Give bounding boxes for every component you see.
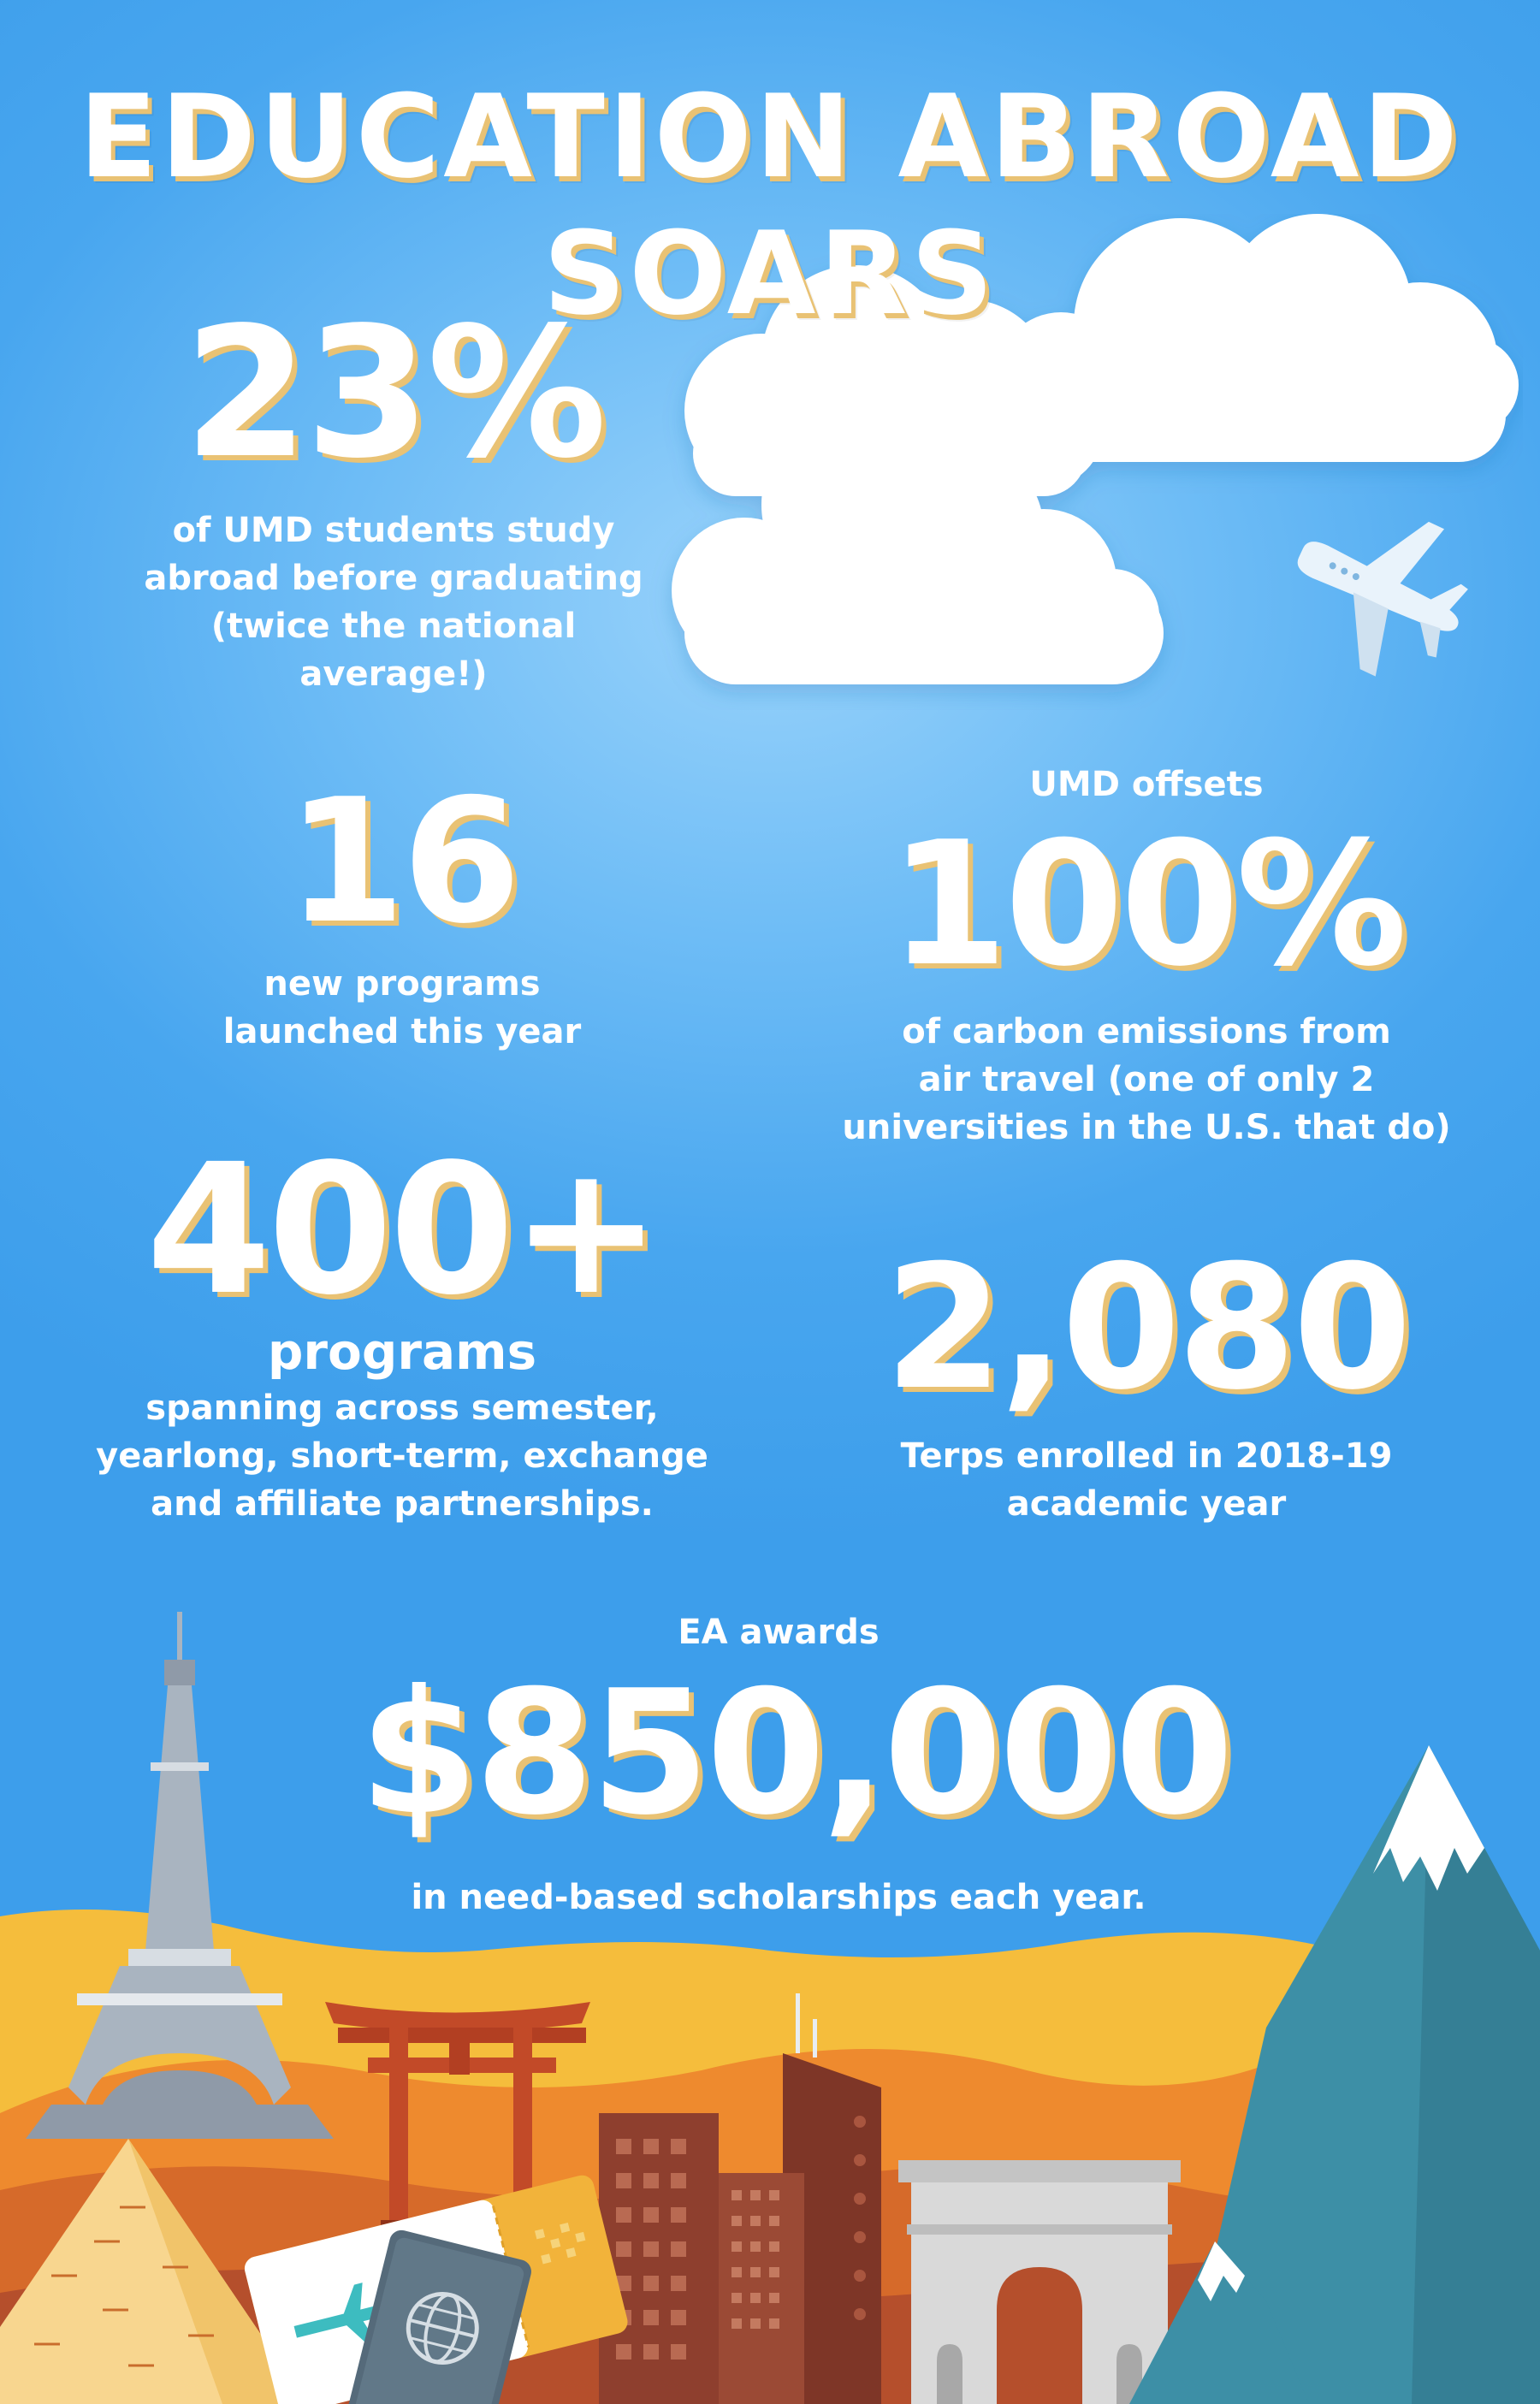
- stat-programs-sub: programs: [267, 1323, 537, 1381]
- stat-new-programs-caption: new programs launched this year: [222, 964, 582, 1051]
- stat-scholarships-label: EA awards: [678, 1613, 880, 1652]
- landmarks-illustration: [0, 1591, 1540, 2404]
- stat-carbon-label: UMD offsets: [1029, 765, 1264, 804]
- airplane-icon: [1275, 496, 1472, 684]
- stat-carbon-caption: of carbon emissions from air travel (one of only 2 universities in the U.S. that do): [842, 1012, 1451, 1147]
- stat-new-programs-value: 16: [286, 762, 518, 962]
- stat-carbon-value: 100%: [889, 805, 1404, 1004]
- stat-programs-value: 400+: [145, 1125, 659, 1335]
- stat-study-abroad-caption: of UMD students study abroad before graduating (twice the national average!): [144, 511, 643, 694]
- stat-programs-caption: spanning across semester, yearlong, short-term, exchange and affiliate partnerships.: [96, 1389, 708, 1524]
- stat-terps-value: 2,080: [884, 1229, 1409, 1428]
- page-title: EDUCATION ABROAD SOARS: [79, 70, 1461, 340]
- stat-scholarships-value: $850,000: [359, 1654, 1231, 1853]
- stat-study-abroad-value: 23%: [183, 288, 604, 498]
- stat-terps-caption: Terps enrolled in 2018-19 academic year: [900, 1436, 1393, 1524]
- arc-de-triomphe-icon: [898, 2160, 1181, 2404]
- stat-scholarships-caption: in need-based scholarships each year.: [411, 1878, 1146, 1917]
